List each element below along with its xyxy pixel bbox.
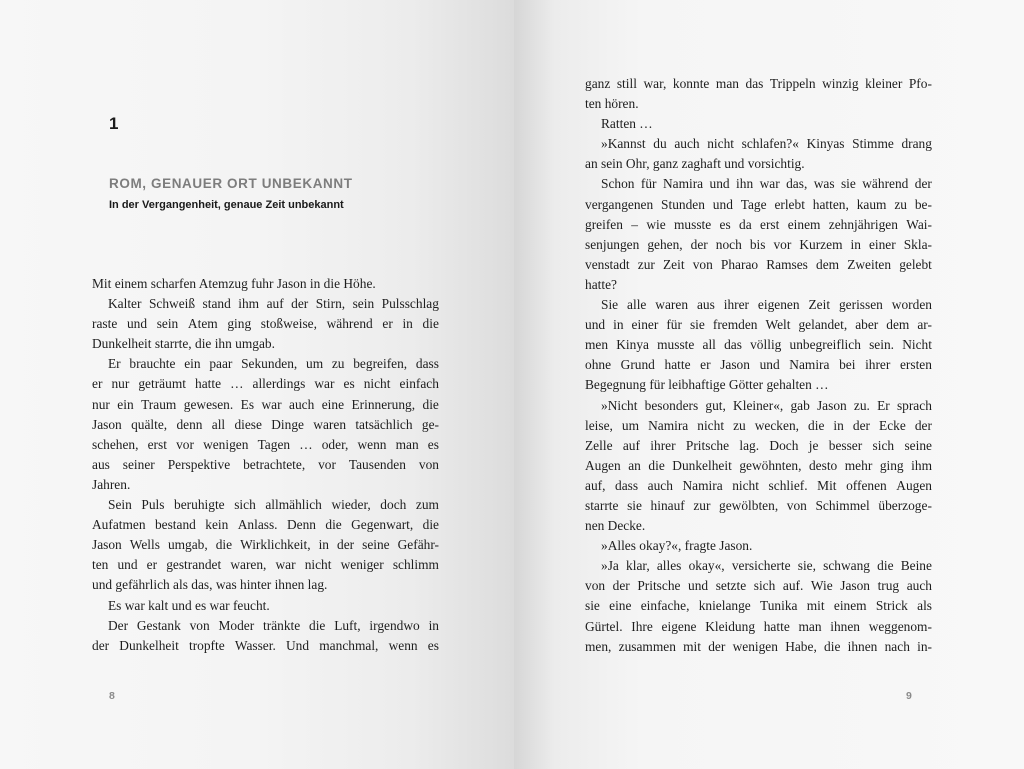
text-line: Jason quälte, denn all diese Dinge waren tatsächlich ge- xyxy=(92,416,439,432)
text-line: Gürtel. Ihre eigene Kleidung hatte man ihnen weggenom- xyxy=(585,618,932,634)
text-line: und in einer für sie fremden Welt gelandet, aber dem ar- xyxy=(585,317,932,333)
text-line: »Kannst du auch nicht schlafen?« Kinyas Stimme drang xyxy=(601,136,932,152)
text-line: Kalter Schweiß stand ihm auf der Stirn, sein Pulsschlag xyxy=(108,296,439,312)
text-line: und gefährlich als das, was hinter ihnen lag. xyxy=(92,577,328,593)
text-line: nen Decke. xyxy=(585,518,646,534)
text-line: Jason Wells umgab, die Wirklichkeit, in der seine Gefähr- xyxy=(92,537,439,553)
text-line: Er brauchte ein paar Sekunden, um zu begreifen, dass xyxy=(108,356,439,372)
text-line: senjungen gehen, der noch bis vor Kurzem in einer Skla- xyxy=(585,236,932,252)
text-line: raste und sein Atem ging stoßweise, während er in die xyxy=(92,316,439,332)
text-line: aus seiner Perspektive betrachtete, vor Tausenden von xyxy=(92,456,439,472)
text-line: er nur geträumt hatte … allerdings war es nicht einfach xyxy=(92,376,439,392)
text-line: Der Gestank von Moder tränkte die Luft, irgendwo in xyxy=(108,617,439,633)
text-line: Begegnung für leibhaftige Götter gehalten … xyxy=(585,377,829,393)
text-line: Sie alle waren aus ihrer eigenen Zeit gerissen worden xyxy=(601,297,932,313)
text-line: ten hören. xyxy=(585,96,639,112)
chapter-number: 1 xyxy=(109,114,119,133)
text-line: Dunkelheit starrte, die ihn umgab. xyxy=(92,336,275,352)
page-number-right: 9 xyxy=(906,690,912,702)
page-number-left: 8 xyxy=(109,690,115,702)
text-line: schehen, erst vor wenigen Tagen … oder, wenn man es xyxy=(92,436,439,452)
text-line: venstadt zur Zeit von Pharao Ramses dem Zweiten gelebt xyxy=(585,256,932,272)
right-page-body-text xyxy=(585,74,932,657)
text-line: auf, dass auch Namira nicht schlief. Mit offenen Augen xyxy=(585,477,932,493)
left-page-body-text xyxy=(92,274,439,656)
text-line: leise, um Namira nicht zu wecken, die in der Ecke der xyxy=(585,417,932,433)
text-line: »Nicht besonders gut, Kleiner«, gab Jason zu. Er sprach xyxy=(601,397,932,413)
text-line: ohne Grund hatte er Jason und Namira bei ihrer ersten xyxy=(585,357,932,373)
text-line: »Ja klar, alles okay«, versicherte sie, schwang die Beine xyxy=(601,558,932,574)
text-line: »Alles okay?«, fragte Jason. xyxy=(601,538,753,554)
text-line: Jahren. xyxy=(92,476,131,492)
text-line: hatte? xyxy=(585,276,617,292)
text-line: von der Pritsche und setzte sich auf. Wie Jason trug auch xyxy=(585,578,932,594)
text-line: Mit einem scharfen Atemzug fuhr Jason in die Höhe. xyxy=(92,276,376,291)
chapter-subheading: In der Vergangenheit, genaue Zeit unbekannt xyxy=(109,199,344,211)
text-line: Ratten … xyxy=(601,116,653,132)
text-line: Augen an die Dunkelheit gewöhnten, desto mehr ging ihm xyxy=(585,457,932,473)
text-line: greifen – wie musste es da erst einem zehnjährigen Wai- xyxy=(585,216,932,232)
text-line: vergangenen Stunden und Tage erlebt hatten, kaum zu be- xyxy=(585,196,932,212)
text-line: der Dunkelheit tropfte Wasser. Und manchmal, wenn es xyxy=(92,637,439,653)
text-line: Schon für Namira und ihn war das, was sie während der xyxy=(601,176,932,192)
text-line: starrte sie hinauf zur gewölbten, von Schimmel überzoge- xyxy=(585,497,932,513)
text-line: Aufatmen bestand kein Anlass. Denn die Gegenwart, die xyxy=(92,517,439,533)
text-line: ganz still war, konnte man das Trippeln winzig kleiner Pfo- xyxy=(585,76,932,91)
chapter-heading: ROM, GENAUER ORT UNBEKANNT xyxy=(109,176,353,191)
text-line: ten und er gestrandet waren, war nicht weniger schlimm xyxy=(92,557,439,573)
text-line: men Kinya musste all das völlig unbegreiflich sein. Nicht xyxy=(585,337,932,353)
text-line: Zelle auf ihrer Pritsche lag. Doch je besser sich seine xyxy=(585,437,932,453)
text-line: Es war kalt und es war feucht. xyxy=(108,597,270,613)
text-line: Sein Puls beruhigte sich allmählich wieder, doch zum xyxy=(108,497,439,513)
text-line: nur ein Traum gewesen. Es war auch eine Erinnerung, die xyxy=(92,396,439,412)
text-line: an sein Ohr, ganz zaghaft und vorsichtig. xyxy=(585,156,805,172)
text-line: sie eine einfache, knielange Tunika mit einem Strick als xyxy=(585,598,932,614)
text-line: men, zusammen mit der wenigen Habe, die ihnen nach in- xyxy=(585,638,932,654)
